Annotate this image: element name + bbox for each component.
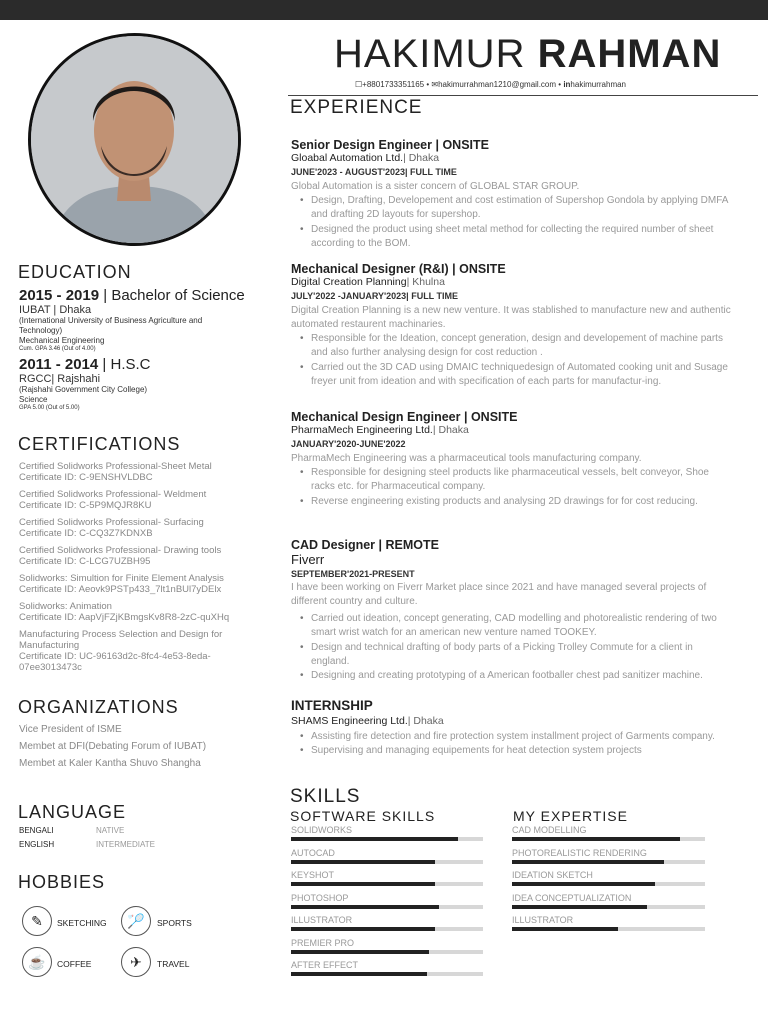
list-item: • Designing and creating prototyping of a American footballer chest pad sanitizer machine. [291, 669, 751, 683]
certifications-list [19, 461, 249, 673]
skill-row [512, 870, 705, 893]
education-school: RGCC| Rajshahi [19, 373, 101, 385]
job-bullets [291, 612, 751, 683]
certification-id: Certificate ID: C-5P9MQJR8KU [19, 500, 152, 511]
skill-label: ILLUSTRATOR [512, 915, 574, 925]
list-item: • Design and technical drafting of body parts of a Picking Trolley Commute for a client in england. [291, 641, 731, 670]
skill-bar-track [291, 905, 483, 909]
skill-row [291, 893, 483, 916]
job-title: Mechanical Designer (R&I) | ONSITE [291, 262, 506, 276]
skill-bar-fill [512, 882, 655, 886]
job-entry [291, 538, 751, 683]
internship-company-line [291, 715, 731, 727]
certification-item [19, 489, 249, 511]
certification-item [19, 601, 249, 623]
skill-label: AFTER EFFECT [291, 960, 358, 970]
certification-name: Certified Solidworks Professional- Weldment [19, 489, 207, 500]
language-heading: LANGUAGE [18, 802, 127, 822]
list-item: • Assisting fire detection and fire protection system installment project of Garments company. [291, 730, 731, 744]
skill-row [291, 915, 483, 938]
list-item: • Responsible for designing steel products like pharmaceutical vessels, belt conveyor, Shoe racks etc. for Pharmaceutical company. [291, 466, 731, 495]
list-item: • Carried out ideation, concept generating, CAD modelling and photorealistic rendering of two smart wrist watch for an american new venture named TOOKEY. [291, 612, 731, 641]
skill-label: AUTOCAD [291, 847, 335, 858]
phone-icon: ☐ [355, 80, 363, 89]
organization-item: Membet at DFI(Debating Forum of IUBAT) [19, 741, 207, 752]
language-name: ENGLISH [19, 840, 55, 849]
organization-item: Membet at Kaler Kantha Shuvo Shangha [19, 758, 201, 769]
pencil-icon: ✎ [22, 906, 52, 936]
education-school-full: (International University of Business Agriculture and Technology) [19, 316, 203, 335]
skill-label: KEYSHOT [291, 870, 335, 880]
certification-item [19, 573, 249, 595]
job-company-line [291, 424, 731, 436]
certification-id: Certificate ID: Aeovk9PSTp433_7lt1nBUl7yDElx [19, 584, 222, 595]
skill-row [512, 825, 705, 848]
email-icon: ✉ [431, 80, 439, 89]
skill-bar-track [291, 950, 483, 954]
skill-bar-track [291, 882, 483, 886]
job-company: Gloabal Automation Ltd. [291, 152, 404, 164]
last-name: RAHMAN [537, 32, 722, 76]
education-item [19, 287, 245, 352]
list-item: • Design, Drafting, Developement and cost estimation of Supershop Gondola by applying DMFA and drafting 2D layouts for supershop. [291, 194, 731, 223]
hobby-label: TRAVEL [157, 959, 190, 969]
job-company: Fiverr [291, 552, 325, 567]
certification-item [19, 545, 249, 567]
education-gpa: GPA 5.00 (Out of 5.00) [19, 405, 80, 411]
job-title: Mechanical Design Engineer | ONSITE [291, 410, 518, 424]
education-school-full: (Rajshahi Government City College) [19, 385, 148, 394]
skill-label: PHOTOREALISTIC RENDERING [512, 847, 647, 858]
skill-row [512, 893, 705, 916]
certification-id: Certificate ID: UC-96163d2c-8fc4-4e53-8eda-07ee3013473c [19, 651, 211, 673]
organizations-heading: ORGANIZATIONS [18, 697, 179, 717]
job-entry [291, 138, 731, 251]
language-level: NATIVE [96, 826, 125, 835]
certifications-heading: CERTIFICATIONS [18, 434, 181, 454]
job-location: | Dhaka [403, 152, 440, 164]
job-summary: Digital Creation Planning is a new new venture. It was stablished to manufacture new and authentic automated restaurent machinaries. [291, 305, 731, 330]
person-icon [31, 36, 238, 243]
job-dates: JANUARY'2020-JUNE'2022 [291, 439, 406, 449]
skill-row [512, 915, 705, 938]
education-degree-line: 2011 - 2014 | H.S.C [19, 356, 151, 373]
full-name [334, 32, 721, 77]
email-link[interactable]: hakimurrahman1210@gmail.com [438, 80, 557, 89]
job-dates: JULY'2022 -JANUARY'2023| FULL TIME [291, 291, 459, 301]
certification-item [19, 517, 249, 539]
education-field: Mechanical Engineering [19, 336, 105, 345]
certification-name: Solidworks: Animation [19, 601, 112, 612]
hobby-label: COFFEE [57, 959, 92, 969]
experience-heading: EXPERIENCE [290, 97, 423, 118]
skill-label: PHOTOSHOP [291, 892, 349, 903]
skill-bar-fill [291, 927, 435, 931]
internship-bullets [291, 730, 731, 759]
skill-row [512, 848, 705, 871]
skill-label: PREMIER PRO [291, 937, 355, 948]
job-summary: I have been working on Fiverr Market place since 2021 and have managed several projects of different country and culture. [291, 582, 707, 607]
coffee-icon: ☕ [22, 947, 52, 977]
separator: • [558, 80, 562, 89]
skill-label: ILLUSTRATOR [291, 915, 353, 925]
skill-bar-fill [291, 837, 458, 841]
job-location: | Khulna [406, 276, 445, 288]
badminton-icon: 🏸 [121, 906, 151, 936]
phone-number[interactable]: +8801733351165 [362, 80, 425, 89]
certification-item [19, 461, 249, 483]
skill-label: IDEA CONCEPTUALIZATION [512, 892, 632, 903]
skill-bar-fill [291, 860, 435, 864]
job-dates: SEPTEMBER'2021-PRESENT [291, 569, 415, 579]
hobby-label: SKETCHING [57, 918, 107, 928]
job-company: Digital Creation Planning [291, 276, 407, 288]
skill-bar-fill [512, 837, 680, 841]
skill-row [291, 938, 483, 961]
linkedin-icon: in [563, 80, 571, 89]
job-entry [291, 410, 731, 509]
internship-heading: INTERNSHIP [291, 698, 373, 713]
internship-section [291, 698, 731, 759]
education-field: Science [19, 395, 48, 404]
list-item: • Reverse engineering existing products and analysing 2D drawings for for cost reducing. [291, 495, 731, 509]
job-company-line [291, 276, 731, 288]
job-title: CAD Designer | REMOTE [291, 538, 439, 552]
job-summary: PharmaMech Engineering was a pharmaceutical tools manufacturing company. [291, 453, 642, 464]
certification-name: Certified Solidworks Professional- Surfacing [19, 517, 204, 528]
hobbies-heading: HOBBIES [18, 872, 106, 892]
education-heading: EDUCATION [18, 262, 132, 282]
hobby-label: SPORTS [157, 918, 192, 928]
skill-bar-fill [512, 905, 647, 909]
header-divider [288, 95, 758, 96]
job-summary: Global Automation is a sister concern of GLOBAL STAR GROUP. [291, 181, 580, 192]
skill-row [291, 825, 483, 848]
list-item: • Supervising and managing equipements for heat detection system projects [291, 744, 731, 758]
top-bar [0, 0, 768, 20]
skill-label: CAD MODELLING [512, 825, 587, 835]
separator: • [426, 80, 430, 89]
list-item: • Responsible for the Ideation, concept generation, design and developement of machine parts and also further analysing design for cost reduction . [291, 332, 731, 361]
certification-name: Solidworks: Simultion for Finite Element Analysis [19, 573, 224, 584]
skill-bar-track [291, 972, 483, 976]
airplane-icon: ✈ [121, 947, 151, 977]
job-dates: JUNE'2023 - AUGUST'2023| FULL TIME [291, 167, 457, 177]
certification-item [19, 629, 249, 673]
job-company-line [291, 152, 731, 164]
expertise-list [512, 825, 705, 938]
certification-id: Certificate ID: C-CQ3Z7KDNXB [19, 528, 153, 539]
language-name: BENGALI [19, 826, 54, 835]
education-gpa: Cum. GPA 3.46 (Out of 4.00) [19, 346, 96, 352]
skill-row [291, 848, 483, 871]
job-bullets [291, 466, 731, 509]
skill-bar-track [512, 905, 705, 909]
certification-name: Manufacturing Process Selection and Design for Manufacturing [19, 629, 223, 651]
software-skills-heading: SOFTWARE SKILLS [290, 808, 436, 824]
internship-location: | Dhaka [407, 715, 444, 727]
skills-heading: SKILLS [290, 786, 361, 807]
skill-label: IDEATION SKETCH [512, 870, 593, 880]
skill-bar-track [291, 927, 483, 931]
skill-bar-track [291, 837, 483, 841]
expertise-heading: MY EXPERTISE [513, 808, 628, 824]
language-level: INTERMEDIATE [96, 840, 155, 849]
linkedin-link[interactable]: hakimurrahman [570, 80, 626, 89]
skill-bar-track [512, 882, 705, 886]
job-bullets [291, 332, 731, 389]
organization-item: Vice President of ISME [19, 724, 122, 735]
certification-id: Certificate ID: C-LCG7UZBH95 [19, 556, 151, 567]
certification-id: Certificate ID: C-9ENSHVLDBC [19, 472, 153, 483]
job-title: Senior Design Engineer | ONSITE [291, 138, 489, 152]
skill-bar-fill [291, 882, 435, 886]
list-item: • Designed the product using sheet metal method for collecting the required number of sheet according to the BOM. [291, 223, 731, 252]
education-school: IUBAT | Dhaka [19, 304, 92, 316]
certification-name: Certified Solidworks Professional-Sheet Metal [19, 461, 212, 472]
skill-row [291, 960, 483, 983]
first-name: HAKIMUR [334, 32, 526, 76]
skill-bar-fill [512, 927, 618, 931]
education-degree-line: 2015 - 2019 | Bachelor of Science [19, 287, 245, 304]
job-company: PharmaMech Engineering Ltd. [291, 424, 433, 436]
education-item [19, 356, 151, 411]
profile-photo [28, 33, 241, 246]
skill-bar-fill [291, 905, 439, 909]
skill-bar-track [512, 837, 705, 841]
job-location: | Dhaka [432, 424, 469, 436]
certification-name: Certified Solidworks Professional- Drawing tools [19, 545, 222, 556]
certification-id: Certificate ID: AapVjFZjKBmgsKv8R8-2zC-quXHq [19, 612, 230, 623]
skill-bar-fill [291, 972, 427, 976]
skill-bar-fill [512, 860, 664, 864]
job-entry [291, 262, 731, 389]
skill-bar-fill [291, 950, 429, 954]
skill-bar-track [512, 927, 705, 931]
list-item: • Carried out the 3D CAD using DMAIC techniquedesign of Automated cooking unit and Susage freyer unit from ideation and with specification of each parts for manufactur-ing. [291, 361, 731, 390]
skill-bar-track [291, 860, 483, 864]
skill-bar-track [512, 860, 705, 864]
job-bullets [291, 194, 731, 251]
internship-company: SHAMS Engineering Ltd. [291, 715, 408, 727]
contact-line [355, 80, 626, 89]
skill-label: SOLIDWORKS [291, 825, 353, 835]
software-skills-list [291, 825, 483, 983]
skill-row [291, 870, 483, 893]
